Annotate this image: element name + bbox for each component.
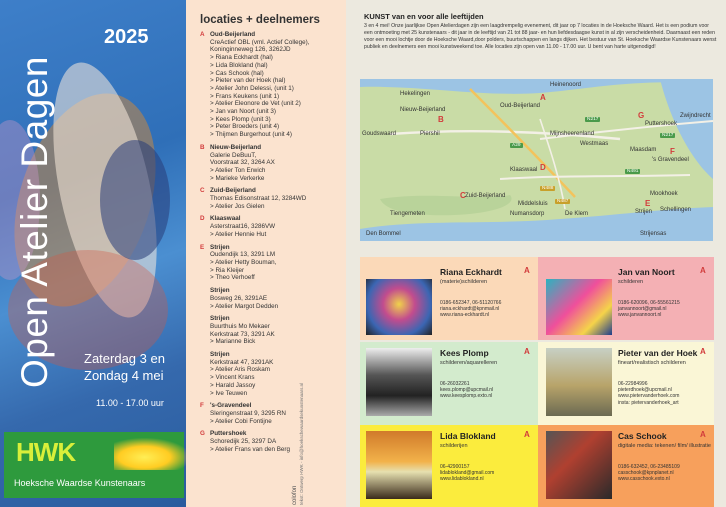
location-artist: > Marianne Bick xyxy=(200,338,340,346)
map-place-label: Puttershoek xyxy=(645,121,678,127)
location-address: Sleringenstraat 9, 3295 RN xyxy=(210,409,286,417)
location-letter: C xyxy=(200,187,205,195)
artist-discipline: schilderijen xyxy=(440,443,468,449)
location-header xyxy=(200,215,340,223)
artist-contact xyxy=(440,381,493,400)
artist-card xyxy=(538,425,714,507)
location-artist: > Atelier Hetty Bouman, xyxy=(200,259,340,267)
location-letter: E xyxy=(200,243,205,251)
location-place: Nieuw-Beijerland xyxy=(210,143,262,151)
map-road-label: N488 xyxy=(542,186,554,191)
artist-contact xyxy=(618,300,680,319)
location-artist: > Atelier Aris Roskam xyxy=(200,366,340,374)
artist-name: Riana Eckhardt xyxy=(440,267,502,277)
artist-contact xyxy=(440,464,494,483)
location-address: Asterstraat16, 3286VW xyxy=(210,223,276,231)
artist-discipline: schilderen/aquarelleren xyxy=(440,360,498,366)
location-artist: > Frans Keukens (unit 1) xyxy=(200,93,340,101)
map-place-label: Schellingen xyxy=(660,207,692,213)
location-header xyxy=(200,144,340,152)
map-place-label: Klaaswaal xyxy=(510,167,538,173)
colofon-title: colofon xyxy=(292,485,298,505)
artist-card xyxy=(360,342,538,425)
hwk-logo: HWK xyxy=(16,437,76,467)
location-group xyxy=(200,187,340,210)
location-artist: > Peter Broeders (unit 4) xyxy=(200,123,340,131)
intro-text: 3 en 4 mei! Onze jaarlijkse Open Atelierdagen zijn een laagdrempelig evenement, dit jaar op 7 locaties in de Hoeksche Waard. Het is een podium voor een ontmoeting met 25 kunstenaars - dit jaar in de leeftijd van 21 tot 88 jaar- en hun liefdesdaagse kunst in al zijn verscheidenheid. Daarnaast een reden voor een mooi lochtje door de Hoeksche Waard,door polders, buurtschappen en langs dijken. Het bestuur van St. Hoeksche Waardse Kunstenaars wenst publiek en deelnemers een mooi kunstweekend toe. Alle locaties zijn open van 11.00 - 17.00 uur. U bent van harte uitgenodigd! xyxy=(364,23,717,50)
map-place-label: Numansdorp xyxy=(510,211,545,217)
location-artist: > Thijmen Burgerhout (unit 4) xyxy=(200,131,340,139)
location-artist: > Atelier Hennie Hut xyxy=(200,231,340,239)
map-road-label: N491 xyxy=(627,169,639,174)
artist-location-letter: A xyxy=(700,347,706,356)
location-place: Klaaswaal xyxy=(210,215,241,223)
map-pin-a[interactable]: A xyxy=(540,93,546,102)
location-place: Puttershoek xyxy=(210,430,247,438)
map-road-label: N487 xyxy=(557,199,569,204)
location-artist: > Atelier Jos Gielen xyxy=(200,203,340,211)
location-address: Kerkstraat 73, 3291 AK xyxy=(210,330,275,338)
map-pin-g[interactable]: G xyxy=(638,111,645,120)
location-artist: > Atelier Margot Dedden xyxy=(200,303,340,311)
map-place-label: Strijen xyxy=(635,209,653,215)
location-artist: > Theo Verhoeff xyxy=(200,274,340,282)
location-artist: > Harald Jassoy xyxy=(200,382,340,390)
map-place-label: Mijnsheerenland xyxy=(550,131,595,137)
location-address: Kerkstraat 47, 3291AK xyxy=(210,358,274,366)
location-address: Galerie DeBuuT, xyxy=(210,151,257,159)
location-letter: G xyxy=(200,430,205,438)
artist-contact xyxy=(618,381,679,406)
artist-card xyxy=(360,425,538,507)
location-header xyxy=(200,31,340,39)
artist-phone: 06-26032261 xyxy=(440,381,470,387)
artist-contact-line[interactable]: janvannoort@gmail.nl xyxy=(618,306,667,313)
location-letter: B xyxy=(200,143,205,151)
location-place: 's-Gravendeel xyxy=(210,402,252,410)
location-artist: > Atelier Cobi Fontijne xyxy=(200,418,340,426)
artwork-image xyxy=(546,431,612,499)
location-address: Voorstraat 32, 3264 AX xyxy=(210,159,275,167)
map-road-label: N217 xyxy=(662,133,674,138)
map-place-label: Heinenoord xyxy=(550,82,582,88)
locations-list xyxy=(200,31,340,458)
artist-discipline: fineart/realistisch schilderen xyxy=(618,360,686,366)
locations-panel xyxy=(186,0,346,507)
artist-name: Jan van Noort xyxy=(618,267,675,277)
location-group xyxy=(200,351,340,397)
colofon-text: tekst: Ontwerp HWK - info@hoekschewaardsekunstenaars.nl xyxy=(298,382,304,505)
artwork-image xyxy=(546,348,612,416)
location-artist: > Jan van Noort (unit 3) xyxy=(200,108,340,116)
artist-location-letter: A xyxy=(524,430,530,439)
intro-heading: KUNST van en voor alle leeftijden xyxy=(364,12,484,21)
location-place: Strijen xyxy=(210,243,230,251)
artist-contact-line[interactable]: www.riana-eckhardt.nl xyxy=(440,312,490,319)
location-header xyxy=(200,187,340,195)
map-road-label: A29 xyxy=(512,143,521,148)
artist-contact-line[interactable]: casschook@kpnplanet.nl xyxy=(618,470,674,477)
map-place-label: Oud-Beijerland xyxy=(500,103,541,109)
location-group xyxy=(200,244,340,283)
artist-contact xyxy=(618,464,680,483)
artist-card xyxy=(360,257,538,340)
location-letter: A xyxy=(200,31,205,38)
location-group xyxy=(200,315,340,346)
location-header xyxy=(200,351,340,359)
location-place: Strijen xyxy=(210,287,230,295)
map-place-label: 's Gravendeel xyxy=(652,157,689,163)
colofon xyxy=(292,383,304,505)
location-letter: D xyxy=(200,215,205,223)
artist-name: Lida Blokland xyxy=(440,431,496,441)
artist-name: Pieter van der Hoek xyxy=(618,348,698,358)
artist-discipline: schilderen xyxy=(618,279,644,285)
map-place-label: Den Bommel xyxy=(366,231,401,237)
location-artist: > Marieke Verkerke xyxy=(200,175,340,183)
artist-card xyxy=(538,342,714,425)
map-place-label: Piershil xyxy=(420,131,440,137)
cover-painting-shape xyxy=(100,140,170,260)
location-address: CreActief OBL (vml. Actief College), xyxy=(210,38,310,46)
map-place-label: Zuid-Beijerland xyxy=(465,193,506,199)
cover-dates xyxy=(84,350,165,384)
artist-contact-line[interactable]: kees.plomp@upcmail.nl xyxy=(440,387,494,394)
artist-contact-line[interactable]: pieterdhoek@upcmail.nl xyxy=(618,387,672,394)
location-header xyxy=(200,402,340,410)
artist-phone: 06-22984996 xyxy=(618,381,648,387)
location-address: Oudendijk 13, 3291 LM xyxy=(210,251,276,259)
map-place-label: Tiengemeten xyxy=(390,211,425,217)
map-pin-c[interactable]: C xyxy=(460,191,466,200)
map-road-label: N217 xyxy=(587,117,599,122)
artist-phone: 0186-652347, 06-51120766 xyxy=(440,300,502,306)
location-artist: > Cas Schook (hal) xyxy=(200,70,340,78)
location-header xyxy=(200,287,340,295)
location-artist: > Atelier Ton Erwich xyxy=(200,167,340,175)
location-header xyxy=(200,315,340,323)
map-place-label: Hekelingen xyxy=(400,91,431,97)
cover-panel xyxy=(0,0,186,507)
artist-location-letter: A xyxy=(524,347,530,356)
location-artist: > Riana Eckhardt (hal) xyxy=(200,54,340,62)
artist-contact-line[interactable]: www.janvannoort.nl xyxy=(618,312,662,319)
location-address: Schoredijk 25, 3297 DA xyxy=(210,438,277,446)
location-group xyxy=(200,430,340,453)
artwork-image xyxy=(366,431,432,499)
location-address: Thomas Edisonstraat 12, 3284WD xyxy=(210,195,307,203)
location-group xyxy=(200,215,340,238)
map-place-label: Mookhoek xyxy=(650,191,678,197)
location-artist: > Atelier Eleonore de Vet (unit 2) xyxy=(200,100,340,108)
map-place-label: Nieuw-Beijerland xyxy=(400,107,446,113)
map-pin-d[interactable]: D xyxy=(540,163,546,172)
hwk-logo-block xyxy=(4,432,184,498)
artwork-image xyxy=(546,279,612,335)
artist-discipline: digitale media: tekenen/ film/ illustratie xyxy=(618,443,711,449)
map-place-label: Maasdam xyxy=(630,147,657,153)
artist-phone: 06-42900157 xyxy=(440,464,470,470)
map-pin-b[interactable]: B xyxy=(438,115,444,124)
artist-phone: 0186-620096, 06-55561215 xyxy=(618,300,680,306)
cover-time: 11.00 - 17.00 uur xyxy=(96,398,164,408)
artist-phone: 0186-632452, 06-23485109 xyxy=(618,464,680,470)
cover-date-line: Zondag 4 mei xyxy=(84,368,164,383)
flame-icon xyxy=(114,438,186,470)
locations-heading: locaties + deelnemers xyxy=(200,14,320,26)
artist-location-letter: A xyxy=(700,430,706,439)
artist-discipline: (materie)schilderen xyxy=(440,279,488,285)
location-letter: F xyxy=(200,402,204,410)
location-place: Zuid-Beijerland xyxy=(210,187,256,195)
location-artist: > Kees Plomp (unit 3) xyxy=(200,116,340,124)
location-group xyxy=(200,402,340,425)
map-place-label: Zwijndrecht xyxy=(680,113,711,119)
map-place-label: Westmaas xyxy=(580,141,609,147)
artist-location-letter: A xyxy=(524,266,530,275)
org-name: Hoeksche Waardse Kunstenaars xyxy=(14,478,146,488)
location-artist: > Atelier John Delessi, (unit 1) xyxy=(200,85,340,93)
location-group xyxy=(200,31,340,139)
cover-title: Open Atelier Dagen xyxy=(14,56,55,388)
location-artist: > Ria Kleijer xyxy=(200,267,340,275)
map-pin-e[interactable]: E xyxy=(645,199,651,208)
map[interactable] xyxy=(360,79,713,241)
artist-contact-line[interactable]: insta: pietervanderhoek_art xyxy=(618,399,679,406)
artist-contact-line[interactable]: www.pietervanderhoek.com xyxy=(618,393,680,400)
location-group xyxy=(200,144,340,183)
artist-contact xyxy=(440,300,501,319)
artist-contact-line[interactable]: www.keesplomp.exto.nl xyxy=(440,393,493,400)
location-address: Buurthuis Mo Mekaer xyxy=(210,322,270,330)
location-place: Strijen xyxy=(210,315,230,323)
artwork-image xyxy=(366,279,432,335)
artist-card xyxy=(538,257,714,340)
location-artist: > Vincent Krans xyxy=(200,374,340,382)
artist-name: Kees Plomp xyxy=(440,348,489,358)
artist-contact-line[interactable]: www.lidablokland.nl xyxy=(440,476,484,483)
location-address: Bosweg 26, 3291AE xyxy=(210,294,268,302)
artist-contact-line[interactable]: riana.eckhardt@kpnmail.nl xyxy=(440,306,500,313)
artist-contact-line[interactable]: www.casschook.exto.nl xyxy=(618,476,670,483)
location-artist: > Pieter van der Hoek (hal) xyxy=(200,77,340,85)
artist-name: Cas Schook xyxy=(618,431,667,441)
map-place-label: De Klem xyxy=(565,211,589,217)
location-artist: > Ive Teuwen xyxy=(200,390,340,398)
cover-year: 2025 xyxy=(104,26,149,48)
location-address: Koninginneweg 126, 3262JD xyxy=(210,46,291,54)
artist-location-letter: A xyxy=(700,266,706,275)
cover-date-line: Zaterdag 3 en xyxy=(84,351,165,366)
location-artist: > Lida Blokland (hal) xyxy=(200,62,340,70)
map-place-label: Goudswaard xyxy=(362,131,397,137)
map-place-label: Middelsluis xyxy=(518,201,548,207)
location-artist: > Atelier Frans van den Berg xyxy=(200,446,340,454)
location-header xyxy=(200,244,340,252)
location-group xyxy=(200,287,340,310)
location-place: Strijen xyxy=(210,351,230,359)
location-place: Oud-Beijerland xyxy=(210,31,256,38)
map-pin-f[interactable]: F xyxy=(670,147,675,156)
map-place-label: Strijensas xyxy=(640,231,667,237)
artwork-image xyxy=(366,348,432,416)
artist-contact-line[interactable]: lidablokland@gmail.com xyxy=(440,470,495,477)
location-header xyxy=(200,430,340,438)
